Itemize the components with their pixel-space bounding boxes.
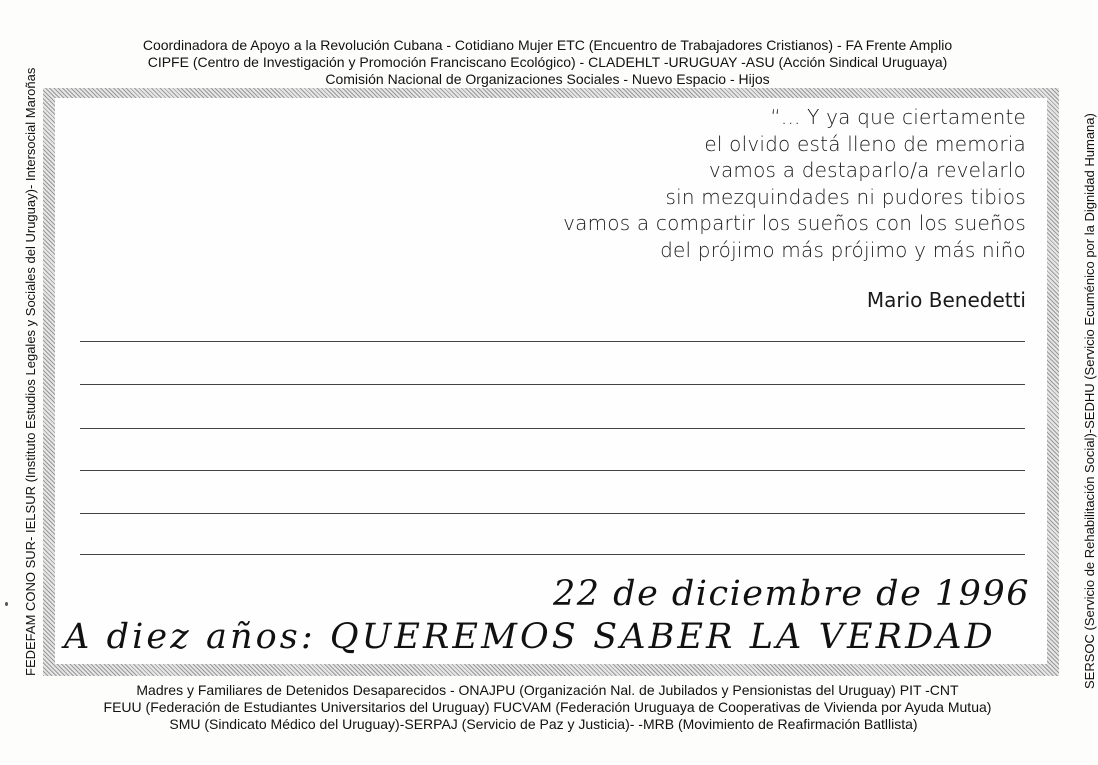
writing-line — [80, 554, 1025, 555]
footer-line-3: SMU (Sindicato Médico del Uruguay)-SERPAJ (Servicio de Paz y Justicia)- -MRB (Movimiento de Reafirmación Batllista) — [169, 716, 918, 732]
writing-line — [80, 513, 1025, 514]
writing-line — [80, 470, 1025, 471]
poem-line: vamos a destaparlo/a revelarlo — [708, 158, 1026, 182]
header-line-1: Coordinadora de Apoyo a la Revolución Cubana - Cotidiano Mujer ETC (Encuentro de Trabajadores Cristianos) - FA Frente Amplio — [142, 37, 953, 53]
poem-line: del prójimo más prójimo y más niño — [660, 237, 1026, 262]
poem-line: sin mezquindades ni pudores tibios — [665, 184, 1026, 209]
writing-line — [80, 428, 1025, 429]
right-side-organizations: SERSOC (Servicio de Rehabilitación Social)-SEDHU (Servicio Ecuménico por la Dignidad Humana) — [1082, 113, 1097, 689]
poem-line: el olvido está lleno de memoria — [704, 131, 1026, 156]
paper-speck — [5, 602, 8, 606]
poem-quote — [563, 104, 1026, 263]
header-line-3: Comisión Nacional de Organizaciones Sociales - Nuevo Espacio - Hijos — [325, 71, 770, 87]
writing-line — [80, 341, 1025, 342]
event-date: 22 de diciembre de 1996 — [553, 574, 1030, 614]
writing-line — [80, 384, 1025, 385]
poem-line: vamos a compartir los sueños con los sueños — [563, 211, 1026, 235]
footer-line-2: FEUU (Federación de Estudiantes Universitarios del Uruguay) FUCVAM (Federación Uruguaya de Cooperativas de Vivienda por Ayuda Mutua) — [103, 699, 992, 715]
footer-line-1: Madres y Familiares de Detenidos Desaparecidos - ONAJPU (Organización Nal. de Jubilados y Pensionistas del Uruguay) PIT -CNT — [136, 682, 959, 698]
left-side-organizations: FEDEFAM CONO SUR- IELSUR (Instituto Estudios Legales y Sociales del Uruguay)- Intersocial Maroñas — [23, 67, 38, 676]
slogan-headline: A diez años: QUEREMOS SABER LA VERDAD — [64, 617, 996, 657]
poem-author: Mario Benedetti — [866, 288, 1026, 312]
poem-line: “... Y ya que ciertamente — [770, 105, 1026, 129]
header-line-2: CIPFE (Centro de Investigación y Promoción Franciscano Ecológico) - CLADEHLT -URUGUAY -ASU (Acción Sindical Uruguaya) — [147, 54, 948, 70]
